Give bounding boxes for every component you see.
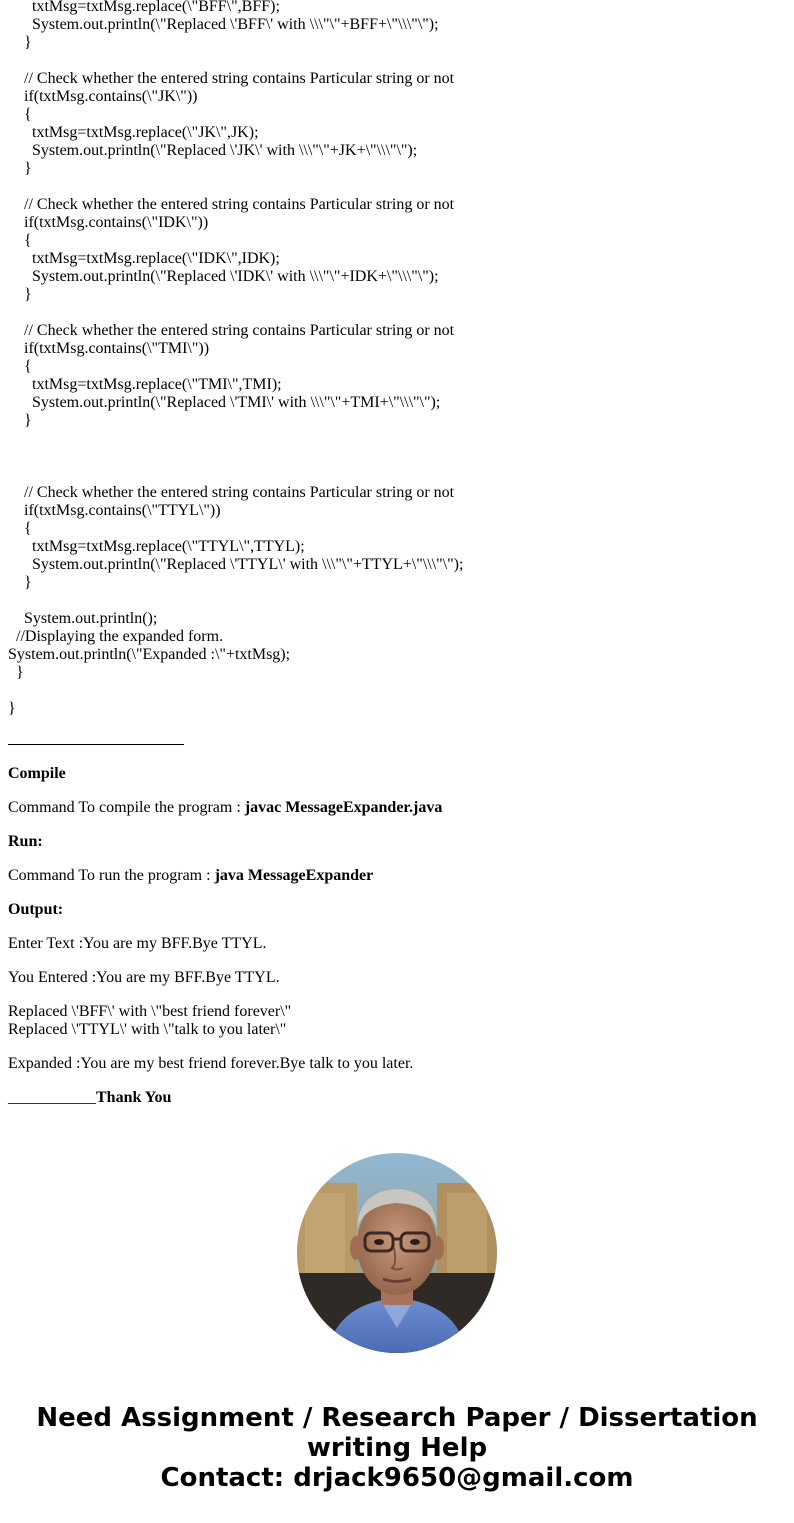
code-line: // Check whether the entered string contains Particular string or not [8,322,455,339]
code-line: } [8,700,16,717]
code-line [8,52,768,70]
code-line [8,682,768,700]
code-line: System.out.println(\"Replaced \'IDK\' with \\\"\"+IDK+\"\\\"\"); [8,268,439,285]
code-line: //Displaying the expanded form. [8,628,224,645]
code-line: txtMsg=txtMsg.replace(\"JK\",JK); [8,124,259,141]
footer-banner [0,1403,794,1493]
code-line: // Check whether the entered string contains Particular string or not [8,484,455,501]
closing-line [8,1089,171,1107]
compile-label: Command To compile the program : [8,799,245,816]
code-line [8,466,768,484]
footer-contact: Contact: drjack9650@gmail.com [160,1463,634,1493]
code-line: } [8,286,32,303]
code-line: txtMsg=txtMsg.replace(\"IDK\",IDK); [8,250,280,267]
footer-line-2: writing Help [306,1433,488,1463]
output-heading: Output: [8,901,64,918]
compile-command-line [8,799,442,817]
run-command: java MessageExpander [214,867,374,884]
output-replaced-ttyl: Replaced \'TTYL\' with \"talk to you later\" [8,1021,287,1038]
footer-line-1: Need Assignment / Research Paper / Dissertation [36,1403,758,1433]
code-line: System.out.println(\"Replaced \'BFF\' with \\\"\"+BFF+\"\\\"\"); [8,16,439,33]
code-line: { [8,358,32,375]
horizontal-rule [8,744,184,745]
code-line: } [8,34,32,51]
code-line: { [8,520,32,537]
code-line: // Check whether the entered string contains Particular string or not [8,70,455,87]
output-expanded: Expanded :You are my best friend forever.Bye talk to you later. [8,1055,414,1072]
code-line: { [8,232,32,249]
code-line: // Check whether the entered string contains Particular string or not [8,196,455,213]
code-line [8,430,768,448]
code-line: System.out.println(\"Replaced \'TTYL\' with \\\"\"+TTYL+\"\\\"\"); [8,556,464,573]
code-line: System.out.println(); [8,610,158,627]
code-line: txtMsg=txtMsg.replace(\"TTYL\",TTYL); [8,538,305,555]
run-command-line [8,867,373,885]
code-line: if(txtMsg.contains(\"TTYL\")) [8,502,221,519]
closing-underline: ___________ [8,1089,96,1106]
code-line: txtMsg=txtMsg.replace(\"BFF\",BFF); [8,0,280,15]
run-label: Command To run the program : [8,867,215,884]
run-heading: Run: [8,833,43,850]
code-listing [8,0,768,718]
code-line: } [8,664,24,681]
code-line: if(txtMsg.contains(\"TMI\")) [8,340,210,357]
author-portrait-image [297,1153,497,1353]
code-line: { [8,106,32,123]
code-line: } [8,412,32,429]
output-you-entered: You Entered :You are my BFF.Bye TTYL. [8,969,280,986]
compile-heading: Compile [8,765,66,782]
code-line [8,178,768,196]
code-line: System.out.println(\"Expanded :\"+txtMsg); [8,646,291,663]
output-enter-text: Enter Text :You are my BFF.Bye TTYL. [8,935,267,952]
code-line: if(txtMsg.contains(\"IDK\")) [8,214,209,231]
output-replaced-bff: Replaced \'BFF\' with \"best friend forever\" [8,1003,292,1020]
code-line: txtMsg=txtMsg.replace(\"TMI\",TMI); [8,376,282,393]
code-line: if(txtMsg.contains(\"JK\")) [8,88,198,105]
code-line [8,304,768,322]
code-line: System.out.println(\"Replaced \'TMI\' with \\\"\"+TMI+\"\\\"\"); [8,394,441,411]
code-line: } [8,574,32,591]
compile-command: javac MessageExpander.java [244,799,443,816]
thank-you-text: Thank You [96,1089,172,1106]
code-line: } [8,160,32,177]
author-avatar [297,1153,497,1353]
code-line [8,448,768,466]
code-line: System.out.println(\"Replaced \'JK\' with \\\"\"+JK+\"\\\"\"); [8,142,418,159]
code-line [8,592,768,610]
